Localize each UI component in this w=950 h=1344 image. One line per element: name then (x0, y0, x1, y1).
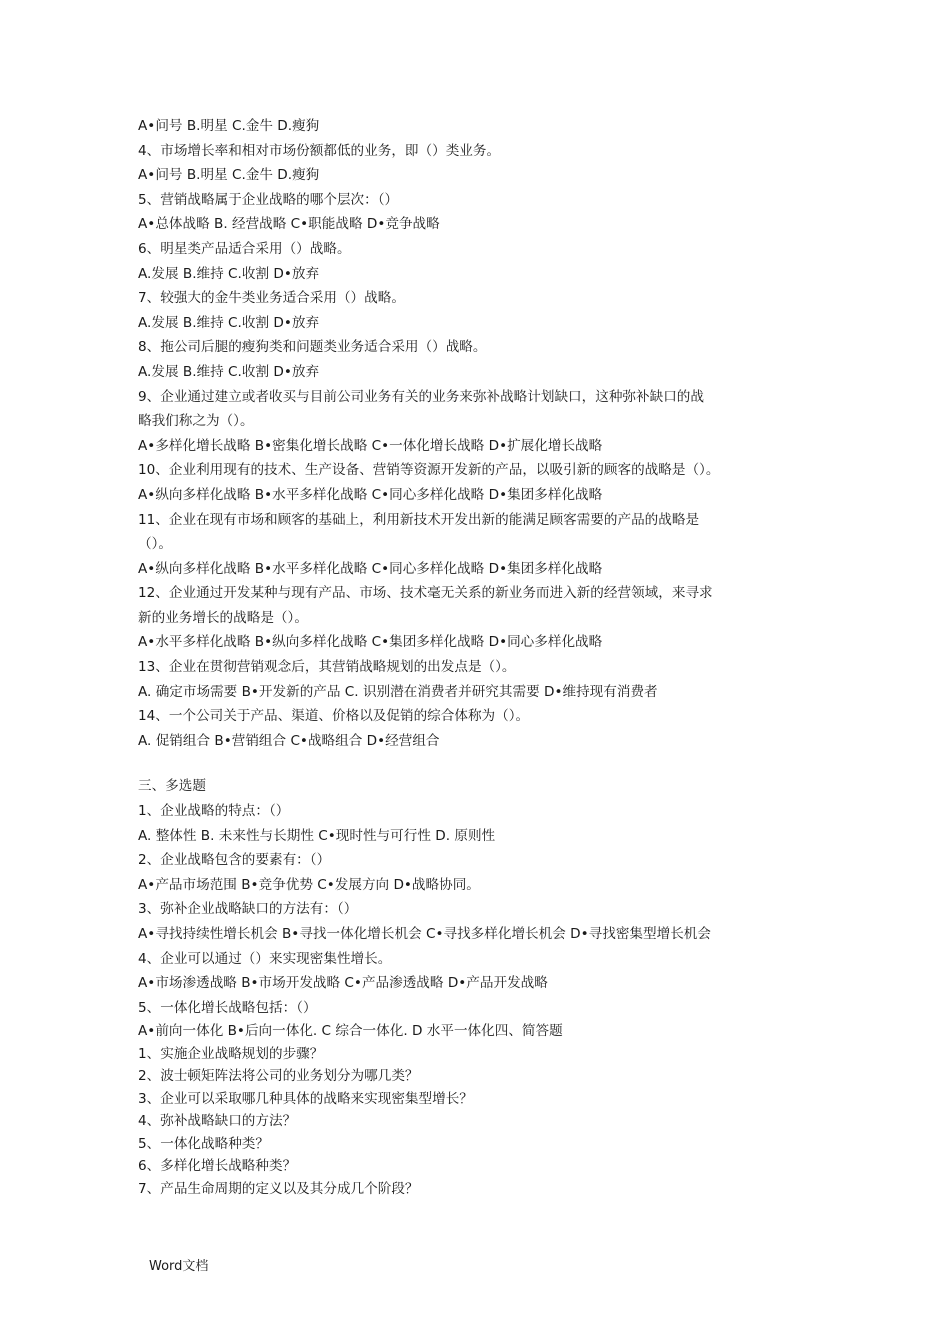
document-body (138, 114, 828, 1200)
text-line: 14、一个公司关于产品、渠道、价格以及促销的综合体称为（）。 (138, 708, 530, 725)
text-line: A•总体战略 B. 经营战略 C•职能战略 D•竞争战略 (138, 216, 440, 233)
multi-choice-section (138, 774, 828, 1200)
text-line: A•前向一体化 B•后向一体化. C 综合一体化. D 水平一体化四、简答题 (138, 1023, 563, 1040)
text-line: 略我们称之为（）。 (138, 413, 254, 430)
text-line: A•多样化增长战略 B•密集化增长战略 C•一体化增长战略 D•扩展化增长战略 (138, 437, 603, 454)
page-footer: Word文档 (149, 1259, 209, 1274)
text-line: 3、企业可以采取哪几种具体的战略来实现密集型增长？ (138, 1090, 473, 1107)
text-line: A•问号 B.明星 C.金牛 D.瘦狗 (138, 118, 320, 134)
text-line: 13、企业在贯彻营销观念后，其营销战略规划的出发点是（）。 (138, 659, 516, 676)
section-gap (138, 753, 828, 774)
text-line: A. 确定市场需要 B•开发新的产品 C. 识别潜在消费者并研究其需要 D•维持现有消费者 (138, 683, 658, 700)
text-line: （）。 (138, 536, 172, 553)
text-line: 6、明星类产品适合采用（）战略。 (138, 240, 351, 257)
text-line: 5、营销战略属于企业战略的哪个层次：（） (138, 191, 399, 208)
text-line: A.发展 B.维持 C.收割 D•放弃 (138, 363, 320, 380)
text-line: 4、企业可以通过（）来实现密集性增长。 (138, 950, 392, 967)
text-line: A•问号 B.明星 C.金牛 D.瘦狗 (138, 167, 320, 184)
text-line: 5、一体化战略种类？ (138, 1135, 269, 1152)
text-line: 9、企业通过建立或者收买与目前公司业务有关的业务来弥补战略计划缺口，这种弥补缺口的战 (138, 388, 704, 405)
text-line: A. 促销组合 B•营销组合 C•战略组合 D•经营组合 (138, 732, 440, 749)
text-line: 1、企业战略的特点：（） (138, 803, 290, 820)
text-line: 6、多样化增长战略种类？ (138, 1158, 297, 1175)
text-line: A•市场渗透战略 B•市场开发战略 C•产品渗透战略 D•产品开发战略 (138, 975, 548, 992)
text-line: 2、波士顿矩阵法将公司的业务划分为哪几类？ (138, 1068, 419, 1085)
text-line: 1、实施企业战略规划的步骤？ (138, 1045, 324, 1062)
text-line: 3、弥补企业战略缺口的方法有：（） (138, 901, 358, 918)
text-line: 8、拖公司后腿的瘦狗类和问题类业务适合采用（）战略。 (138, 339, 487, 356)
text-line: A•寻找持续性增长机会 B•寻找一体化增长机会 C•寻找多样化增长机会 D•寻找密集型增长机会 (138, 926, 711, 942)
text-line: 10、企业利用现有的技术、生产设备、营销等资源开发新的产品，以吸引新的顾客的战略是（）。 (138, 462, 720, 479)
text-line: 2、企业战略包含的要素有：（） (138, 852, 331, 869)
text-line: A. 整体性 B. 未来性与长期性 C•现时性与可行性 D. 原则性 (138, 827, 496, 844)
text-line: 4、弥补战略缺口的方法？ (138, 1113, 297, 1130)
text-line: 三、多选题 (138, 778, 206, 795)
single-choice-section (138, 114, 828, 753)
text-line: A.发展 B.维持 C.收割 D•放弃 (138, 314, 320, 331)
text-line: A•纵向多样化战略 B•水平多样化战略 C•同心多样化战略 D•集团多样化战略 (138, 486, 603, 503)
text-line: 5、一体化增长战略包括：（） (138, 999, 317, 1016)
text-line: A•产品市场范围 B•竞争优势 C•发展方向 D•战略协同。 (138, 876, 480, 893)
text-line: 4、市场增长率和相对市场份额都低的业务，即（）类业务。 (138, 142, 501, 159)
text-line: A.发展 B.维持 C.收割 D•放弃 (138, 265, 320, 282)
text-line: 7、产品生命周期的定义以及其分成几个阶段？ (138, 1180, 419, 1197)
text-line: A•纵向多样化战略 B•水平多样化战略 C•同心多样化战略 D•集团多样化战略 (138, 560, 603, 577)
text-line: A•水平多样化战略 B•纵向多样化战略 C•集团多样化战略 D•同心多样化战略 (138, 634, 603, 651)
text-line: 7、较强大的金牛类业务适合采用（）战略。 (138, 290, 405, 307)
text-line: 12、企业通过开发某种与现有产品、市场、技术毫无关系的新业务而进入新的经营领域，来寻求 (138, 585, 713, 602)
text-line: 新的业务增长的战略是（）。 (138, 609, 308, 626)
text-line: 11、企业在现有市场和顾客的基础上，利用新技术开发出新的能满足顾客需要的产品的战略是 (138, 511, 700, 528)
